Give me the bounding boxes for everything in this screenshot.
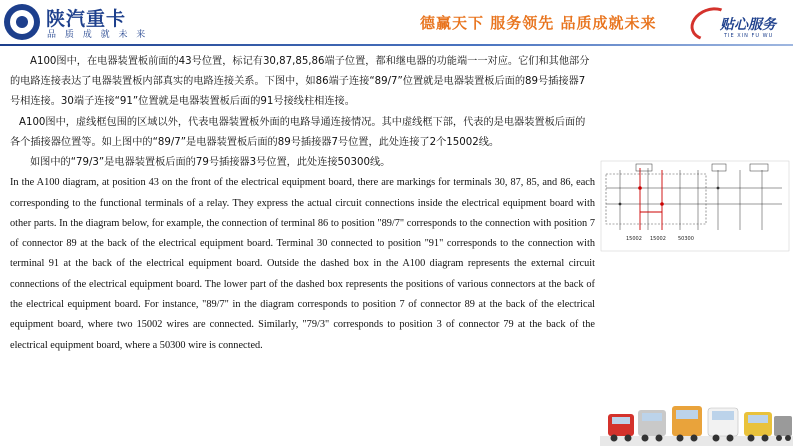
page-header	[0, 0, 793, 44]
service-logo	[690, 6, 790, 40]
header-divider	[0, 44, 793, 46]
slogan: 德赢天下 服务领先 品质成就未来	[420, 14, 657, 32]
diagram-label: 15002	[650, 236, 666, 242]
wiring-diagram-thumbnail	[600, 160, 790, 252]
service-pinyin: TIE XIN FU WU	[724, 33, 774, 39]
truck-lineup-image	[600, 398, 793, 446]
main-content	[10, 52, 595, 356]
diagram-label: 50300	[678, 236, 694, 242]
shacman-logo	[4, 4, 194, 40]
zh-paragraph-3: 如图中的“79/3”是电器装置板后面的79号插接器3号位置，此处连接50300线。	[30, 157, 391, 169]
zh-paragraph-2: A100图中，虚线框包围的区域以外，代表电器装置板外面的电路导通连接情况。其中虚线框下部，代表的是电器装置板后面的各个插接器位置等。如上图中的“89/7”是电器装置板后面的89号插接器7号位置，此处连接了2个15002线。	[10, 116, 586, 148]
service-name: 贴心服务	[720, 17, 776, 33]
en-paragraph: In the A100 diagram, at position 43 on the front of the electrical equipment board, there are markings for terminals 30, 87, 85, and 86, each corresponding to the functional terminals of a relay. They express the actual circuit connections inside the electrical equipment board with other parts. In the diagram below, for example, the connection of terminal 86 to position "89/7" corresponds to the connection with position 7 of connector 89 at the back of the electrical equipment board. Terminal 30 connected to position "91" corresponds to the connection with terminal 91 at the back of the electrical equipment board. Outside the dashed box in the A100 diagram represents the external circuit connections of the electrical equipment board. The lower part of the dashed box represents the positions of various connectors at the back of the electrical equipment board. For instance, "89/7" in the diagram corresponds to position 7 of connector 89 at the back of the electrical equipment board, where two 15002 wires are connected. Similarly, "79/3" corresponds to position 3 of connector 79 at the back of the electrical equipment board, where a 50300 wire is connected.	[10, 177, 595, 351]
diagram-label: 15002	[626, 236, 642, 242]
brand-subtitle: 品 质 成 就 未 来	[47, 30, 149, 40]
shacman-emblem-icon	[4, 4, 40, 40]
zh-paragraph-1: A100图中，在电器装置板前面的43号位置，标记有30,87,85,86端子位置，都和继电器的功能端一一对应。它们和其他部分的电路连接表达了电器装置板内部真实的电路连接关系。下图中，如86端子连接“89/7”位置就是电器装置板后面的89号插接器7号相连接。30端子连接“91”位置就是电器装置板后面的91号接线柱相连接。	[10, 56, 590, 108]
brand-name: 陕汽重卡	[46, 8, 127, 30]
